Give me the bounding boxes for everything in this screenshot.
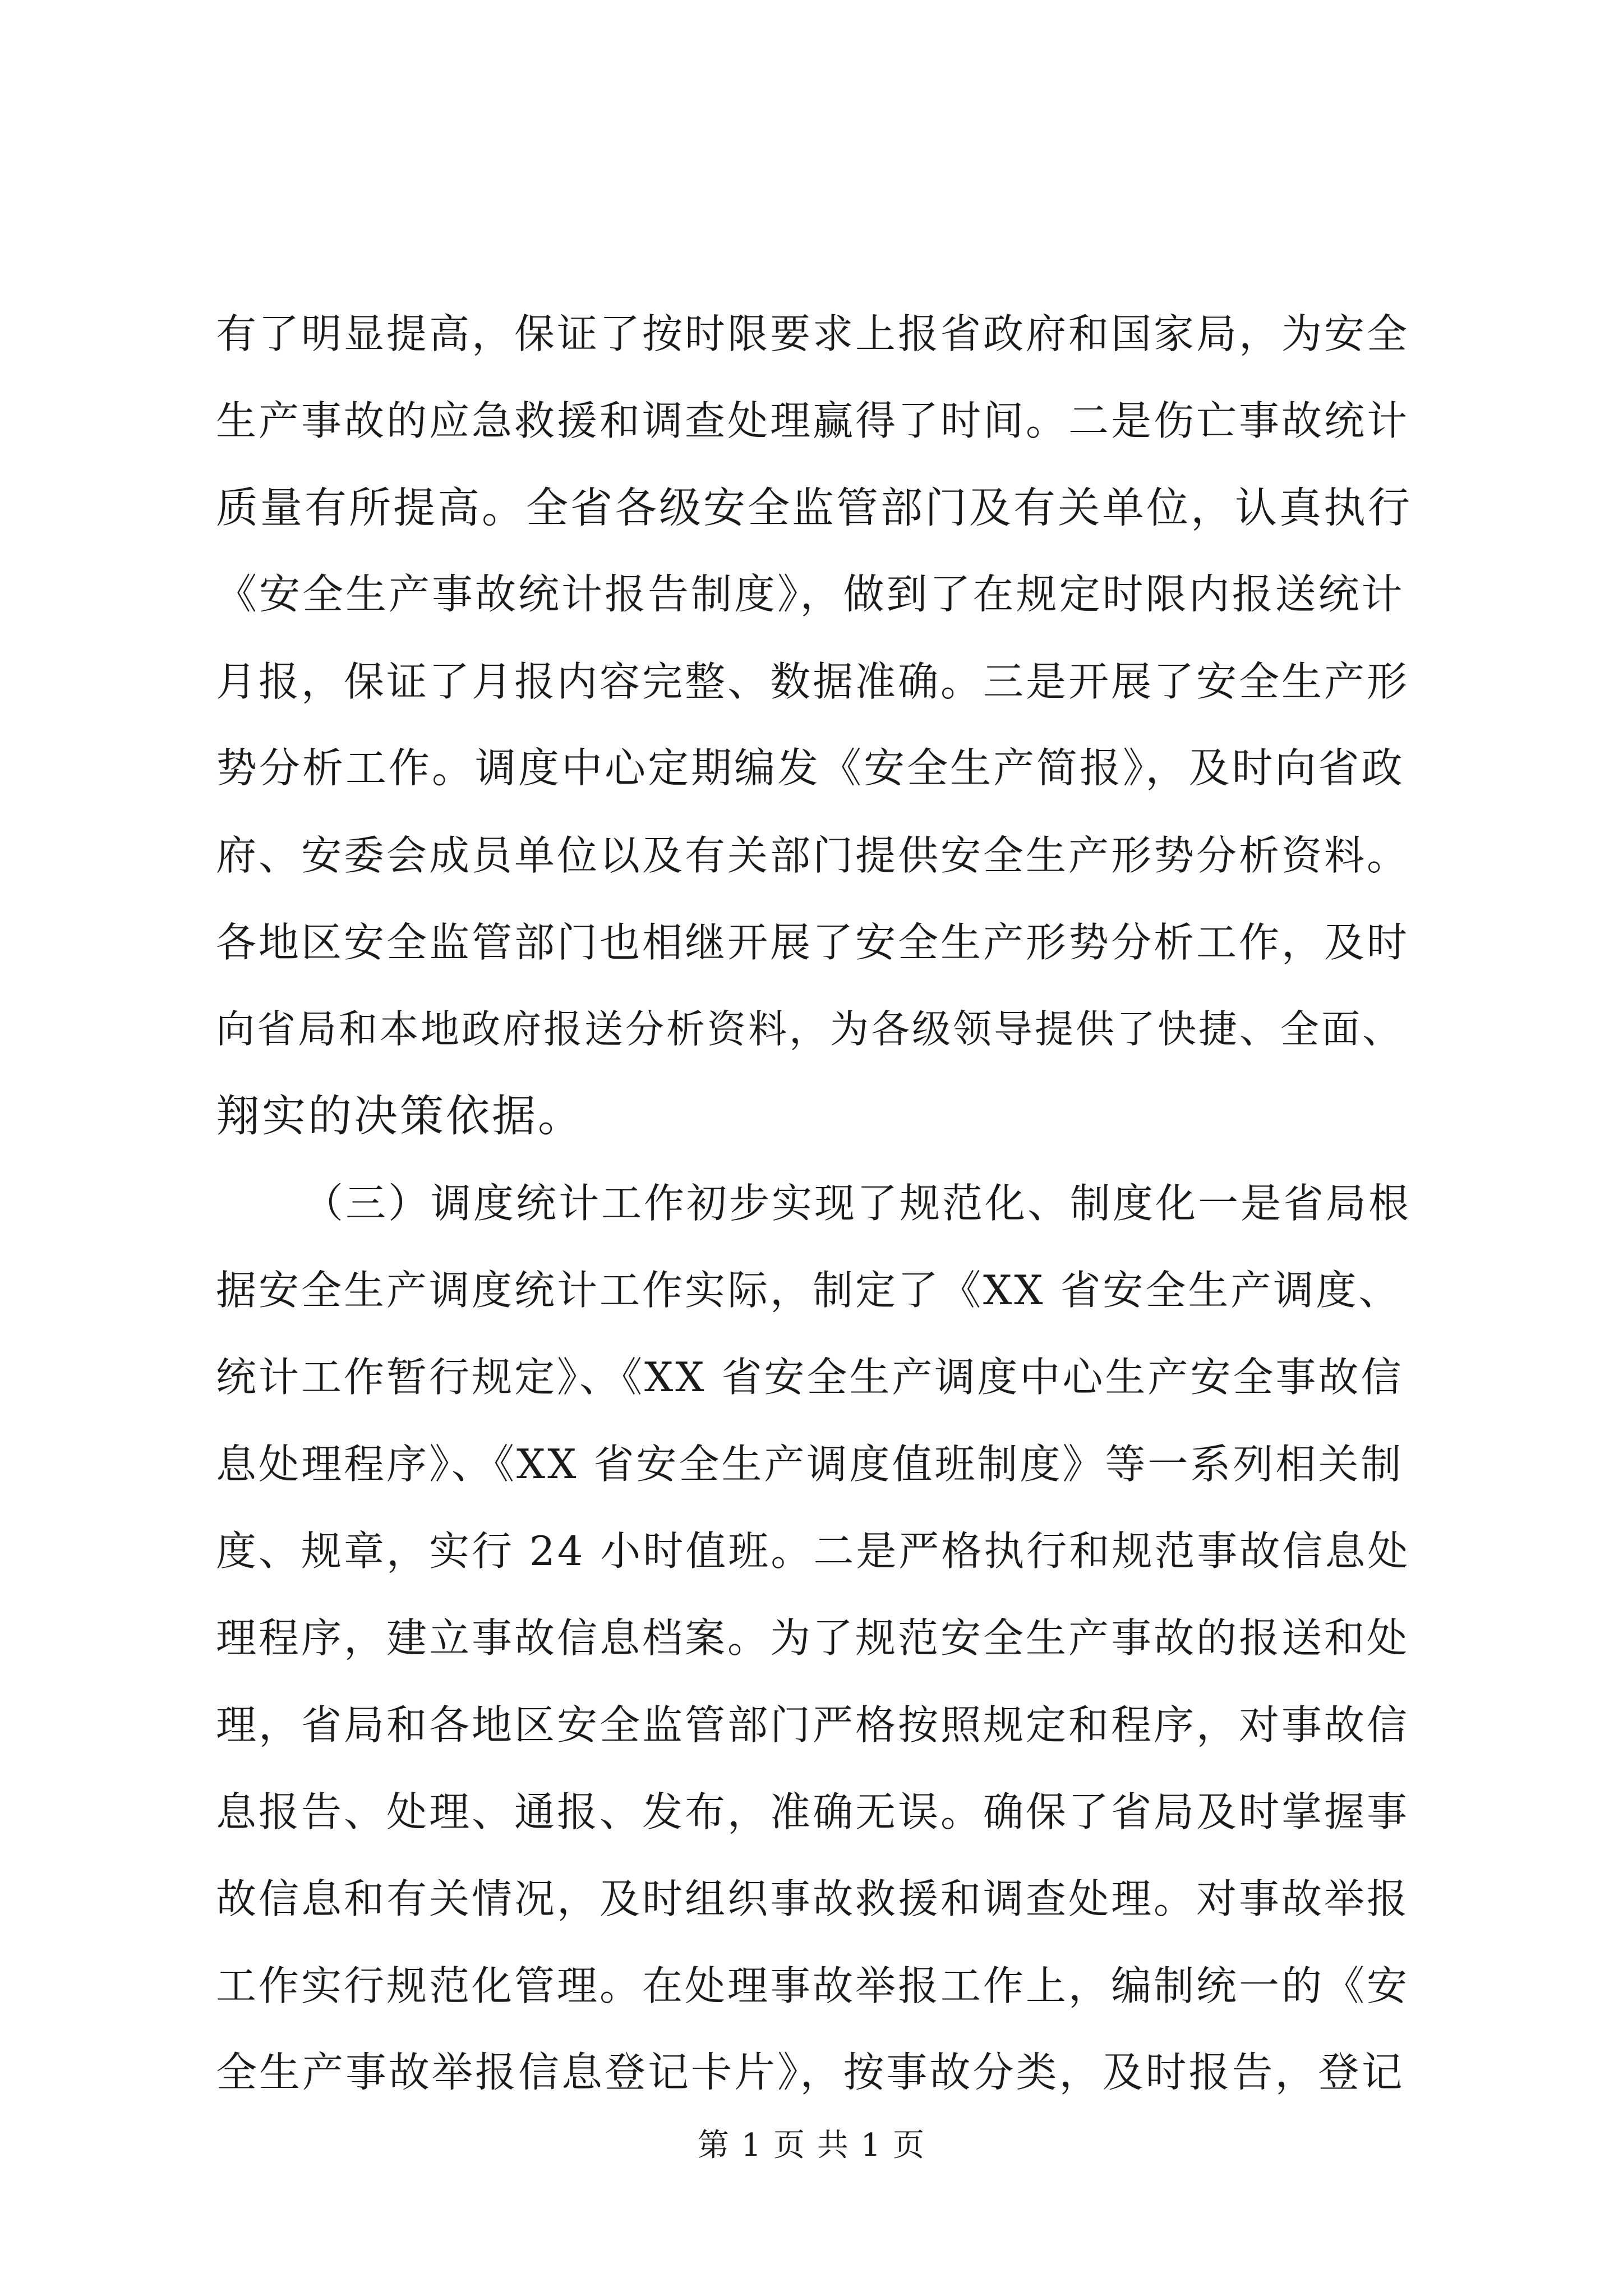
text-line: 息处理程序》、《XX 省安全生产调度值班制度》等一系列相关制 (216, 1441, 1404, 1488)
text-line: 《安全生产事故统计报告制度》，做到了在规定时限内报送统计 (216, 570, 1405, 618)
text-line: 理，省局和各地区安全监管部门严格按照规定和程序，对事故信 (216, 1701, 1410, 1749)
text-line: 向省局和本地政府报送分析资料，为各级领导提供了快捷、全面、 (216, 1007, 1403, 1052)
text-line: 息报告、处理、通报、发布，准确无误。确保了省局及时掌握事 (216, 1788, 1410, 1835)
text-line: 度、规章，实行 24 小时值班。二是严格执行和规范事故信息处 (216, 1527, 1410, 1575)
text-line: 全生产事故举报信息登记卡片》，按事故分类，及时报告，登记 (216, 2049, 1405, 2096)
text-line: 统计工作暂行规定》、《XX 省安全生产调度中心生产安全事故信 (216, 1354, 1404, 1401)
text-line: 有了明显提高，保证了按时限要求上报省政府和国家局，为安全 (216, 310, 1410, 357)
text-line: 生产事故的应急救援和调查处理赢得了时间。二是伤亡事故统计 (216, 397, 1410, 444)
page-number-footer: 第 1 页 共 1 页 (697, 2127, 926, 2164)
text-line: 各地区安全监管部门也相继开展了安全生产形势分析工作，及时 (216, 919, 1410, 966)
text-line: 故信息和有关情况，及时组织事故救援和调查处理。对事故举报 (216, 1875, 1410, 1922)
text-line: 理程序，建立事故信息档案。为了规范安全生产事故的报送和处 (216, 1614, 1410, 1662)
text-line: 月报，保证了月报内容完整、数据准确。三是开展了安全生产形 (216, 658, 1410, 705)
text-line: 据安全生产调度统计工作实际，制定了《XX 省安全生产调度、 (216, 1267, 1401, 1314)
text-line: 府、安委会成员单位以及有关部门提供安全生产形势分析资料。 (216, 832, 1410, 879)
text-line: 工作实行规范化管理。在处理事故举报工作上，编制统一的《安 (216, 1962, 1410, 2009)
text-line: 势分析工作。调度中心定期编发《安全生产简报》，及时向省政 (216, 744, 1405, 792)
text-line: 质量有所提高。全省各级安全监管部门及有关单位，认真执行 (216, 483, 1413, 532)
text-line: 翔实的决策依据。 (216, 1091, 584, 1142)
section-heading-line: （三）调度统计工作初步实现了规范化、制度化一是省局根 (303, 1180, 1412, 1227)
